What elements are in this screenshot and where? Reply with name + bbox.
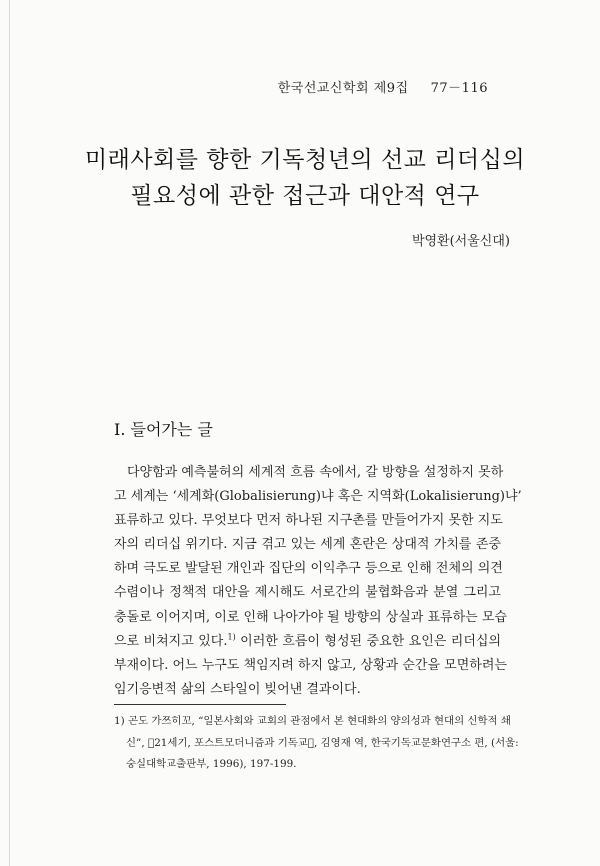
footnote-reference[interactable]: 1): [227, 632, 236, 642]
footnote-line: 1) 곤도 가쯔히꼬, “일본사회와 교회의 관점에서 본 현대화의 양의성과 현대의 신학적 쇄: [114, 715, 511, 727]
section-heading: I. 들어가는 글: [114, 420, 213, 439]
body-line: 표류하고 있다. 무엇보다 먼저 하나된 지구촌를 만들어가지 못한 지도: [114, 513, 503, 529]
body-line: 부재이다. 어느 누구도 책임지려 하지 않고, 상황과 순간을 모면하려는: [114, 657, 507, 673]
body-line: 충돌로 이어지며, 이로 인해 나아가야 될 방향의 상실과 표류하는 모습: [114, 609, 507, 625]
body-paragraph: [114, 461, 522, 702]
paper-title: [80, 142, 530, 214]
footnote: [114, 711, 519, 776]
footnote-divider: [114, 704, 286, 705]
page-range: 77－116: [430, 81, 488, 96]
author-affiliation: 박영환(서울신대): [411, 234, 510, 249]
body-line-part: 으로 비쳐지고 있다.: [114, 633, 228, 649]
body-line: 임기응변적 삶의 스타일이 빚어낸 결과이다.: [114, 681, 361, 697]
body-line: 다양함과 예측불허의 세계적 흐름 속에서, 갈 방향을 설정하지 못하: [127, 465, 504, 480]
running-head: [278, 77, 488, 96]
body-line-part: 이러한 흐름이 형성된 중요한 요인은 리더십의: [240, 633, 501, 649]
body-line: 하며 극도로 발달된 개인과 집단의 이익추구 등으로 인해 전체의 의견: [114, 561, 503, 577]
journal-name: 한국선교신학회 제9집: [277, 81, 409, 96]
body-line: 자의 리더십 위기다. 지금 겪고 있는 세계 혼란은 상대적 가치를 존중: [114, 537, 501, 553]
scan-edge-line: [9, 0, 10, 866]
body-line: 고 세계는 ‘세계화(Globalisierung)냐 혹은 지역화(Lokalisierung)냐’: [114, 489, 522, 505]
body-line: 수렴이나 정책적 대안을 제시해도 서로간의 불협화음과 분열 그리고: [114, 585, 501, 601]
footnote-line: 신”, 󰡔21세기, 포스트모더니즘과 기독교󰡕, 김영재 역, 한국기독교문화연구소 편, (서울:: [126, 736, 519, 749]
title-line-2: 필요성에 관한 접근과 대안적 연구: [130, 183, 480, 209]
footnote-line: 숭실대학교출판부, 1996), 197-199.: [126, 758, 297, 770]
title-line-1: 미래사회를 향한 기독청년의 선교 리더십의: [84, 147, 526, 173]
body-line-with-footnote: [114, 630, 501, 654]
